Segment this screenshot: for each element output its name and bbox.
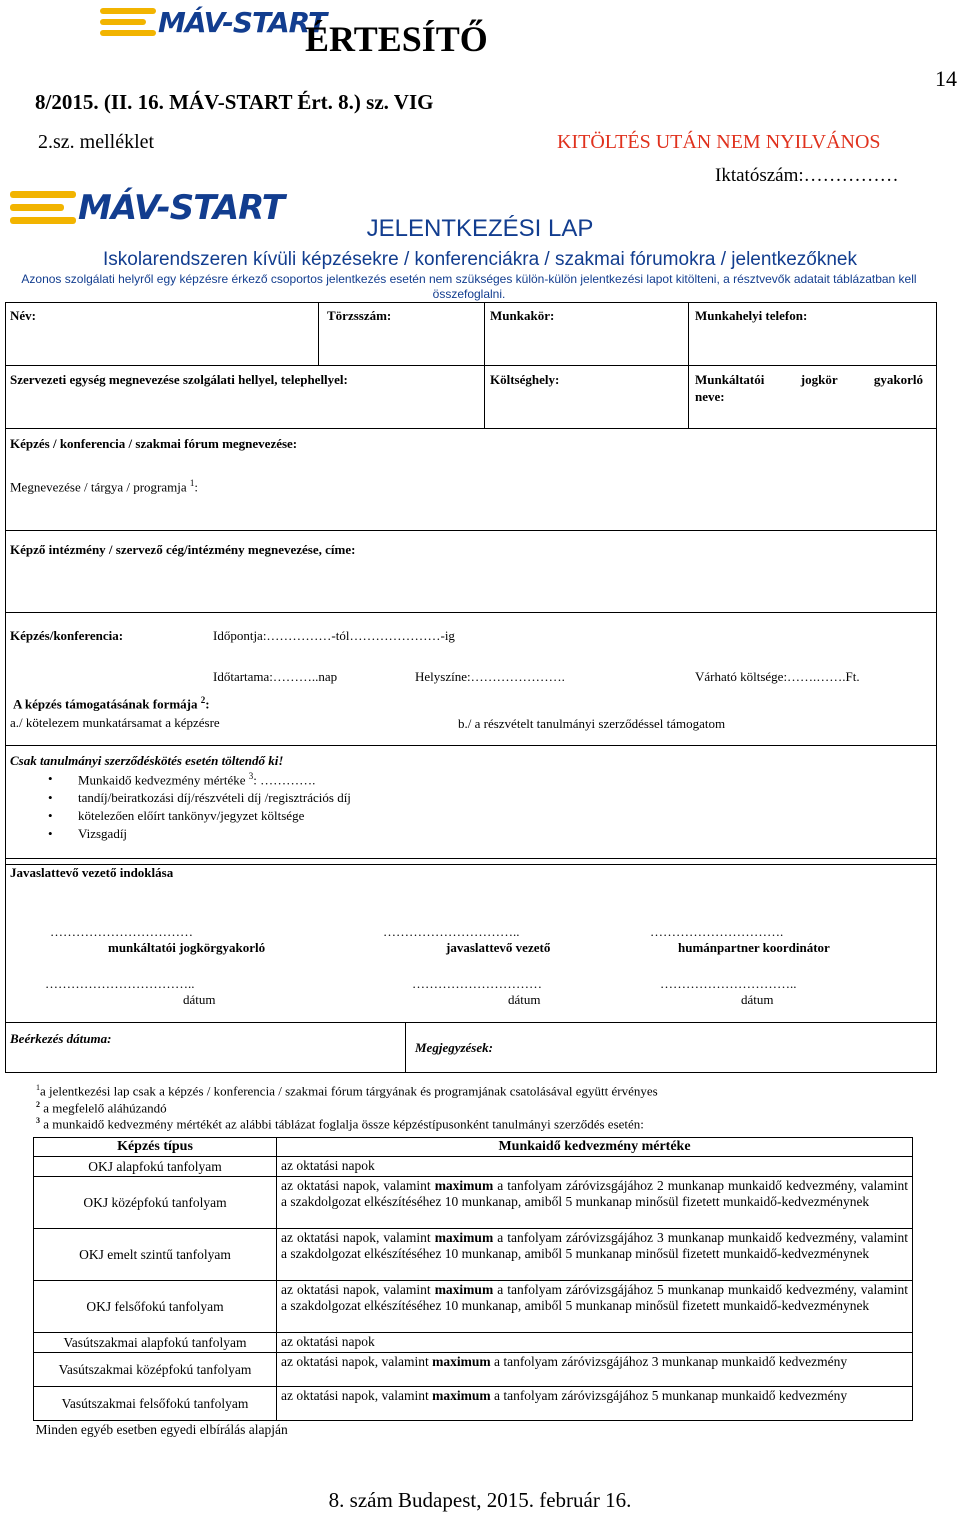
- bullet-item: Munkaidő kedvezmény mértéke $^3$: ………….: [78, 771, 316, 788]
- form-title: JELENTKEZÉSI LAP: [366, 215, 594, 242]
- form-subtitle: Iskolarendszeren kívüli képzésekre / konferenciákra / szakmai fórumokra / jelentkezőknek: [102, 249, 857, 270]
- date-line: …………………………..: [660, 976, 797, 991]
- bulletin-reference: 8/2015. (II. 16. MÁV-START Ért. 8.) sz. VIG: [35, 90, 434, 114]
- table-row: [34, 1229, 913, 1281]
- employer-label-line2: neve:: [695, 389, 725, 404]
- support-option-b: b./ a részvételt tanulmányi szerződéssel támogatom: [458, 716, 726, 731]
- id-label: Törzsszám:: [327, 308, 392, 323]
- footnote-1: $^1$a jelentkezési lap csak a képzés / konferencia / szakmai fórum tárgyának és programjának csatolásával együtt érvényes: [36, 1083, 658, 1099]
- signer-employer: munkáltatói jogkörgyakorló: [108, 940, 266, 955]
- date-label: dátum: [508, 992, 541, 1007]
- training-type-cell: OKJ emelt szintű tanfolyam: [34, 1229, 277, 1281]
- justification-label: Javaslattevő vezető indoklása: [10, 865, 174, 880]
- table-row: [34, 1177, 913, 1229]
- contract-note: Csak tanulmányi szerződéskötés esetén töltendő ki!: [10, 753, 284, 768]
- not-public-notice: KITÖLTÉS UTÁN NEM NYILVÁNOS: [557, 131, 881, 153]
- duration-line: Időtartama:………..nap: [213, 669, 338, 684]
- discount-cell: az oktatási napok, valamint maximum a tanfolyam záróvizsgájához 3 munkanap munkaidő kedvezmény: [277, 1353, 913, 1387]
- location-line: Helyszíne:………………….: [415, 669, 565, 684]
- training-label: Képzés / konferencia / szakmai fórum megnevezése:: [10, 436, 298, 451]
- employer-label-line1: Munkáltatói jogkör gyakorló: [695, 372, 923, 387]
- mav-start-logo-top: [100, 6, 326, 39]
- page-number: 14: [935, 66, 957, 91]
- bullet-item: tandíj/beiratkozási díj/részvételi díj /regisztrációs díj: [78, 790, 351, 805]
- table-row: [34, 1157, 913, 1177]
- signature-line: ……………………………: [50, 924, 193, 939]
- remarks-label: Megjegyzések:: [415, 1040, 493, 1055]
- training-type-cell: Vasútszakmai alapfokú tanfolyam: [34, 1333, 277, 1353]
- support-title: A képzés támogatásának formája $^2$:: [13, 695, 210, 712]
- table-row: [34, 1387, 913, 1421]
- training-type-cell: Vasútszakmai középfokú tanfolyam: [34, 1353, 277, 1387]
- discount-cell: az oktatási napok, valamint maximum a tanfolyam záróvizsgájához 3 munkanap munkaidő kedvezmény, valamint a szakdolgozat elkészítéséhez 10 munkanap, amiből 5 munkanap minősül fizetett munkaidő-kedvezménynek: [277, 1229, 913, 1281]
- page-footer: 8. szám Budapest, 2015. február 16.: [328, 1488, 632, 1512]
- bullet-item: Vizsgadíj: [78, 826, 128, 841]
- discount-table: [33, 1137, 913, 1439]
- training-type-cell: Vasútszakmai felsőfokú tanfolyam: [34, 1387, 277, 1421]
- cost-line: Várható költsége:…….…….Ft.: [695, 669, 860, 684]
- subject-label: Megnevezése / tárgya / programja $^1$:: [10, 478, 199, 495]
- table-header: Munkaidő kedvezmény mértéke: [277, 1138, 913, 1157]
- discount-cell: az oktatási napok: [277, 1157, 913, 1177]
- position-label: Munkakör:: [490, 308, 555, 323]
- table-header: Képzés típus: [34, 1138, 277, 1157]
- discount-cell: az oktatási napok, valamint maximum a tanfolyam záróvizsgájához 5 munkanap munkaidő kedvezmény: [277, 1387, 913, 1421]
- form-instruction: Azonos szolgálati helyről egy képzésre érkező csoportos jelentkezés esetén nem szükséges külön-külön jelentkezési lapot kitölteni, a résztvevők adatait táblázatban kell összefoglalni.: [21, 272, 917, 301]
- date-line: Időpontja:……………-tól…………………-ig: [213, 628, 455, 643]
- discount-cell: az oktatási napok: [277, 1333, 913, 1353]
- signer-hr: humánpartner koordinátor: [678, 940, 830, 955]
- bullet-item: kötelezően előírt tankönyv/jegyzet költsége: [78, 808, 305, 823]
- signer-manager: javaslattevő vezető: [446, 940, 551, 955]
- discount-cell: az oktatási napok, valamint maximum a tanfolyam záróvizsgájához 2 munkanap munkaidő kedvezmény, valamint a szakdolgozat elkészítéséhez 10 munkanap, amiből 5 munkanap minősül fizetett munkaidő-kedvezménynek: [277, 1177, 913, 1229]
- table-footnote-row: Minden egyéb esetben egyedi elbírálás alapján: [35, 1422, 288, 1437]
- institution-label: Képző intézmény / szervező cég/intézmény megnevezése, címe:: [10, 542, 356, 557]
- bulletin-title: ÉRTESÍTŐ: [305, 19, 488, 59]
- logo-wing-icon: [100, 8, 162, 38]
- footnote-3: $^3$ a munkaidő kedvezmény mértékét az alábbi táblázat foglalja össze képzéstípusonként tanulmányi szerződés esetén:: [36, 1116, 644, 1132]
- unit-label: Szervezeti egység megnevezése szolgálati hellyel, telephellyel:: [10, 372, 348, 387]
- training-type-cell: OKJ középfokú tanfolyam: [34, 1177, 277, 1229]
- file-number: Iktatószám:……………: [715, 165, 899, 186]
- logo-text: MÁV-START: [158, 6, 327, 39]
- logo-text: MÁV-START: [78, 188, 284, 228]
- date-line: …………………………: [412, 976, 542, 991]
- phone-label: Munkahelyi telefon:: [695, 308, 808, 323]
- training-type-cell: OKJ alapfokú tanfolyam: [34, 1157, 277, 1177]
- signature-line: ………………………….: [650, 924, 784, 939]
- arrival-date-label: Beérkezés dátuma:: [10, 1031, 112, 1046]
- table-row: [34, 1281, 913, 1333]
- discount-cell: az oktatási napok, valamint maximum a tanfolyam záróvizsgájához 5 munkanap munkaidő kedvezmény, valamint a szakdolgozat elkészítéséhez 10 munkanap, amiből 5 munkanap minősül fizetett munkaidő-kedvezménynek: [277, 1281, 913, 1333]
- signature-line: …………………………..: [383, 924, 520, 939]
- training-conference-label: Képzés/konferencia:: [10, 628, 124, 643]
- date-line: ……………………………..: [45, 976, 195, 991]
- footnote-2: $^2$ a megfelelő aláhúzandó: [36, 1100, 167, 1116]
- cost-center-label: Költséghely:: [490, 372, 560, 387]
- training-type-cell: OKJ felsőfokú tanfolyam: [34, 1281, 277, 1333]
- annex-label: 2.sz. melléklet: [38, 131, 155, 153]
- date-label: dátum: [183, 992, 216, 1007]
- name-label: Név:: [10, 308, 36, 323]
- date-label: dátum: [741, 992, 774, 1007]
- table-row: [34, 1333, 913, 1353]
- support-option-a: a./ kötelezem munkatársamat a képzésre: [10, 715, 220, 730]
- table-row: [34, 1353, 913, 1387]
